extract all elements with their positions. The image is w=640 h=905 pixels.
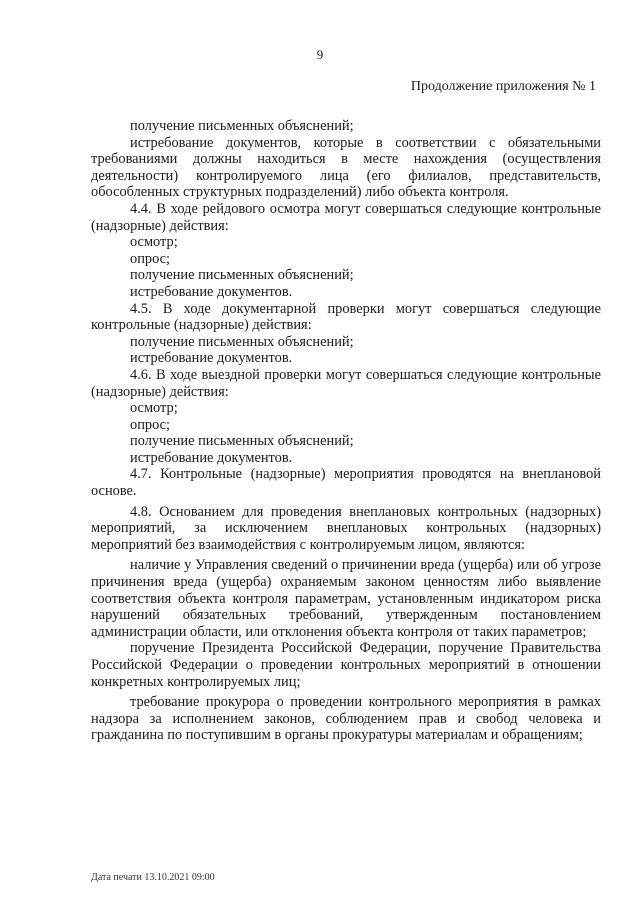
list-item: получение письменных объяснений; xyxy=(130,333,354,350)
list-item: получение письменных объяснений; xyxy=(130,267,354,284)
paragraph: получение письменных объяснений; xyxy=(130,118,354,134)
paragraph: наличие у Управления сведений о причинении вреда (ущерба) или об угрозе причинения вреда (ущерба) охраняемым законом ценностям либо выявление соответствия объекта контроля параметрам, установленным индикатором риска нарушений обязательных требований, утвержденным постановлением администрации области, или отклонения объекта контроля от таких параметров; xyxy=(91,557,601,640)
list-item: опрос; xyxy=(130,250,171,267)
list-item: истребование документов. xyxy=(130,350,293,367)
list-item: получение письменных объяснений; xyxy=(130,433,354,450)
clause-4-7: 4.7. Контрольные (надзорные) мероприятия проводятся на внеплановой основе. xyxy=(91,466,601,500)
paragraph: требование прокурора о проведении контрольного мероприятия в рамках надзора за исполнением законов, соблюдением прав и свобод человека и гражданина по поступившим в органы прокуратуры материалам и обращениям; xyxy=(91,694,601,744)
list-item: осмотр; xyxy=(130,400,178,417)
clause-4-8: 4.8. Основанием для проведения внеплановых контрольных (надзорных) мероприятий, за исключением внеплановых контрольных (надзорных) мероприятий без взаимодействия с контролируемым лицом, являются: xyxy=(91,503,601,553)
clause-4-6: 4.6. В ходе выездной проверки могут совершаться следующие контрольные (надзорные) действия: xyxy=(91,366,601,400)
list-item: опрос; xyxy=(130,416,171,433)
appendix-continuation-note: Продолжение приложения № 1 xyxy=(410,79,596,94)
list-item: истребование документов. xyxy=(130,283,293,300)
clause-4-4: 4.4. В ходе рейдового осмотра могут совершаться следующие контрольные (надзорные) действия: xyxy=(91,200,601,234)
list-item: истребование документов. xyxy=(130,449,293,466)
print-date: Дата печати 13.10.2021 09:00 xyxy=(91,872,215,883)
paragraph: истребование документов, которые в соответствии с обязательными требованиями должны находиться в месте нахождения (осуществления деятельности) контролируемого лица (его филиалов, представительств, обособленных структурных подразделений) либо объекта контроля. xyxy=(91,134,601,201)
document-body xyxy=(91,118,601,744)
list-item: осмотр; xyxy=(130,234,178,251)
paragraph: поручение Президента Российской Федерации, поручение Правительства Российской Федерации о проведении контрольных мероприятий в отношении конкретных контролируемых лиц; xyxy=(91,640,601,690)
clause-4-5: 4.5. В ходе документарной проверки могут совершаться следующие контрольные (надзорные) действия: xyxy=(91,300,601,334)
page-number: 9 xyxy=(316,47,324,62)
